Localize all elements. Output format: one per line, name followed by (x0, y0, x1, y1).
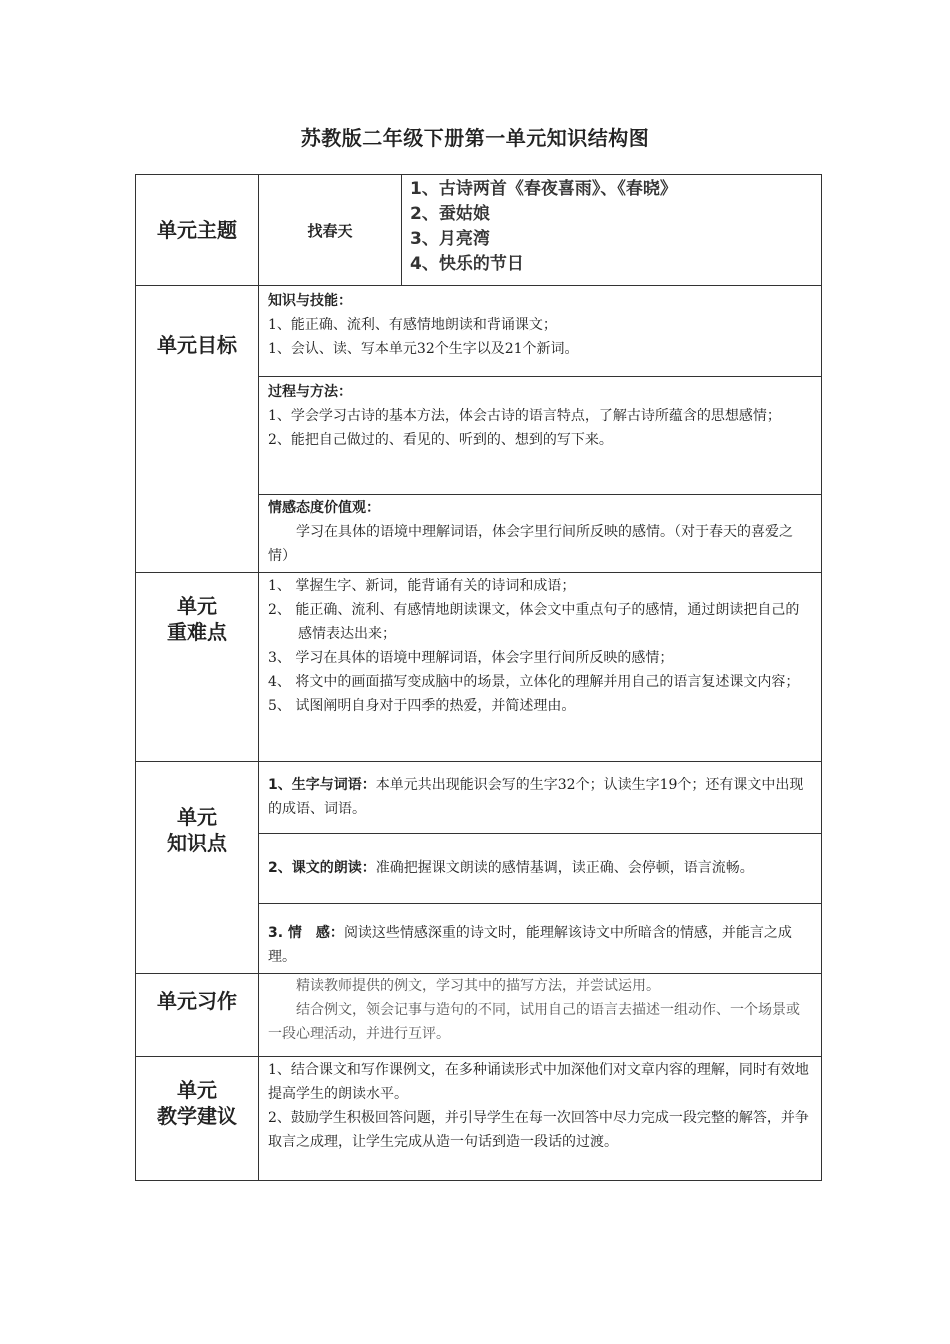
knowledge-point-cell (259, 834, 822, 904)
theme-name: 找春天 (259, 175, 402, 286)
goals-emotion-heading: 情感态度价值观： (268, 500, 380, 516)
difficulty-item: 2、 能正确、流利、有感情地朗读课文，体会文中重点句子的感情，通过朗读把自己的感情表达出来； (268, 602, 800, 642)
teaching-item: 2、鼓励学生积极回答问题，并引导学生在每一次回答中尽力完成一段完整的解答，并争取言之成理，让学生完成从造一句话到造一段话的过渡。 (268, 1110, 809, 1150)
difficulties-row (136, 573, 822, 762)
goal-line: 学习在具体的语境中理解词语，体会字里行间所反映的感情。（对于春天的喜爱之情） (268, 524, 793, 564)
difficulty-item: 5、 试图阐明自身对于四季的热爱，并简述理由。 (268, 698, 576, 714)
knowledge-structure-table (135, 174, 822, 1181)
knowledge-point-text: 准确把握课文朗读的感情基调，读正确、会停顿，语言流畅。 (375, 860, 754, 876)
goal-line: 1、学会学习古诗的基本方法，体会古诗的语言特点，了解古诗所蕴含的思想感情； (268, 408, 781, 424)
knowledge-point-text: 本单元共出现能识会写的生字32个；认读生字19个；还有课文中出现的成语、词语。 (268, 777, 804, 817)
lesson-list (402, 175, 821, 279)
lesson-item: 1、古诗两首《春夜喜雨》、《春晓》 (410, 179, 677, 199)
goal-line: 1、会认、读、写本单元32个生字以及21个新词。 (268, 341, 579, 357)
writing-cell (259, 974, 822, 1057)
writing-row (136, 974, 822, 1057)
goals-process-cell (259, 377, 822, 495)
goals-knowledge-cell (259, 286, 822, 377)
goal-line: 2、能把自己做过的、看见的、听到的、想到的写下来。 (268, 432, 613, 448)
lesson-item: 3、月亮湾 (410, 229, 490, 249)
goals-emotion-cell (259, 495, 822, 573)
difficulty-item: 4、 将文中的画面描写变成脑中的场景，立体化的理解并用自己的语言复述课文内容； (268, 674, 800, 690)
writing-paragraph: 精读教师提供的例文，学习其中的描写方法，并尝试运用。 (296, 978, 660, 994)
writing-label: 单元习作 (136, 974, 259, 1057)
knowledge-point-cell (259, 762, 822, 834)
goal-line: 1、能正确、流利、有感情地朗读和背诵课文； (268, 317, 557, 333)
goals-knowledge-row (136, 286, 822, 377)
knowledge-point-text: 阅读这些情感深重的诗文时，能理解该诗文中所暗含的情感，并能言之成理。 (268, 925, 792, 965)
teaching-row (136, 1057, 822, 1181)
teaching-cell (259, 1057, 822, 1181)
lesson-item: 2、蚕姑娘 (410, 204, 490, 224)
knowledge-points-row-1 (136, 762, 822, 834)
theme-label: 单元主题 (136, 175, 259, 286)
theme-row (136, 175, 822, 286)
difficulties-cell (259, 573, 822, 762)
goals-knowledge-heading: 知识与技能： (268, 293, 352, 309)
knowledge-point-cell (259, 904, 822, 974)
goals-label: 单元目标 (136, 286, 259, 573)
goals-process-heading: 过程与方法： (268, 384, 352, 400)
difficulty-item: 1、 掌握生字、新词，能背诵有关的诗词和成语； (268, 578, 576, 594)
lesson-list-cell (402, 175, 822, 286)
difficulty-item: 3、 学习在具体的语境中理解词语，体会字里行间所反映的感情； (268, 650, 674, 666)
difficulties-label: 单元 重难点 (136, 573, 259, 762)
teaching-item: 1、结合课文和写作课例文，在多种诵读形式中加深他们对文章内容的理解，同时有效地提高学生的朗读水平。 (268, 1062, 809, 1102)
knowledge-point-heading: 3. 情 感： (268, 925, 344, 941)
writing-paragraph: 结合例文，领会记事与造句的不同，试用自己的语言去描述一组动作、一个场景或一段心理活动，并进行互评。 (268, 1002, 800, 1042)
page-title: 苏教版二年级下册第一单元知识结构图 (300, 126, 650, 150)
knowledge-point-heading: 1、生字与词语： (268, 777, 376, 793)
lesson-item: 4、快乐的节日 (410, 254, 524, 274)
knowledge-points-label: 单元 知识点 (136, 762, 259, 974)
teaching-label: 单元 教学建议 (136, 1057, 259, 1181)
knowledge-point-heading: 2、课文的朗读： (268, 860, 376, 876)
